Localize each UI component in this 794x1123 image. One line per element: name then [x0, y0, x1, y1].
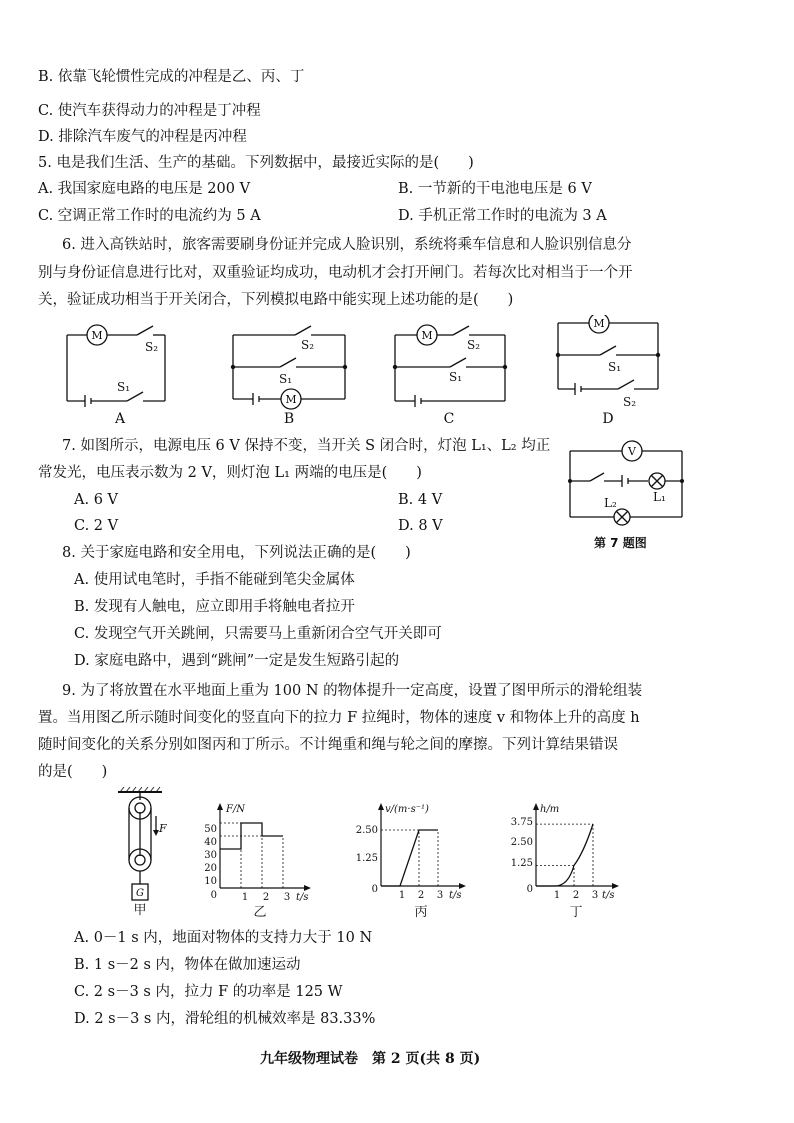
motor-c: M	[421, 329, 433, 342]
fig-bing-label: 丙	[414, 905, 428, 920]
q6-stem-line2: 别与身份证信息进行比对，双重验证均成功，电动机才会打开闸门。若每次比对相当于一个开	[38, 265, 633, 281]
ding-ytick-375: 3.75	[510, 817, 533, 828]
bing-xlabel: t/s	[449, 890, 462, 901]
q4-option-d: D. 排除汽车废气的冲程是丙冲程	[38, 129, 247, 145]
chart-ding-height-time	[500, 800, 630, 920]
q8-option-a: A. 使用试电笔时，手指不能碰到笔尖金属体	[74, 572, 355, 588]
ding-xtick-1: 1	[553, 890, 561, 901]
q9-stem-line2: 置。当用图乙所示随时间变化的竖直向下的拉力 F 拉绳时，物体的速度 v 和物体上升的高度 h	[38, 710, 640, 726]
label-c: C	[443, 411, 455, 425]
motor-a: M	[91, 329, 103, 342]
c-s2: S₂	[467, 338, 481, 352]
yi-origin: 0	[210, 890, 217, 901]
force-f-label: F	[159, 822, 167, 835]
label-b: B	[283, 411, 295, 425]
c-s1: S₁	[449, 370, 463, 384]
voltmeter-label: V	[628, 445, 636, 458]
q5-stem: 5. 电是我们生活、生产的基础。下列数据中，最接近实际的是( )	[38, 155, 474, 171]
q9-stem-line1: 9. 为了将放置在水平地面上重为 100 N 的物体提升一定高度，设置了图甲所示的滑轮组装	[62, 683, 643, 699]
q9-option-a: A. 0－1 s 内，地面对物体的支持力大于 10 N	[74, 930, 373, 946]
fig-yi-label: 乙	[253, 905, 267, 920]
d-s1: S₁	[608, 360, 622, 374]
bing-xtick-2: 2	[417, 890, 425, 901]
q6-circuit-options	[55, 315, 695, 425]
bing-ytick-125: 1.25	[355, 853, 378, 864]
fig-jia-label: 甲	[133, 903, 147, 916]
q5-option-a: A. 我国家庭电路的电压是 200 V	[38, 181, 251, 197]
q9-stem-line4: 的是( )	[38, 764, 108, 780]
yi-xlabel: t/s	[296, 892, 309, 903]
q7-option-b: B. 4 V	[398, 492, 443, 508]
label-d: D	[602, 411, 614, 425]
yi-ytick-10: 10	[204, 876, 217, 887]
q7-stem-line2: 常发光，电压表示数为 2 V，则灯泡 L₁ 两端的电压是( )	[38, 465, 422, 481]
chart-yi-force-time	[200, 800, 330, 920]
q9-option-c: C. 2 s－3 s 内，拉力 F 的功率是 125 W	[74, 984, 343, 1000]
q4-option-c: C. 使汽车获得动力的冲程是丁冲程	[38, 103, 261, 119]
b-s2: S₂	[301, 338, 315, 352]
a-s2: S₂	[145, 340, 159, 354]
ding-ytick-125: 1.25	[510, 858, 533, 869]
motor-b: M	[285, 393, 297, 406]
q8-stem: 8. 关于家庭电路和安全用电，下列说法正确的是( )	[62, 545, 411, 561]
b-s1: S₁	[279, 372, 293, 386]
q9-option-d: D. 2 s－3 s 内，滑轮组的机械效率是 83.33%	[74, 1011, 376, 1027]
ding-ylabel: h/m	[540, 804, 560, 815]
ding-ytick-250: 2.50	[510, 837, 533, 848]
ding-xtick-2: 2	[572, 890, 580, 901]
label-a: A	[114, 411, 126, 425]
q7-option-d: D. 8 V	[398, 518, 443, 534]
q7-stem-line1: 7. 如图所示，电源电压 6 V 保持不变，当开关 S 闭合时，灯泡 L₁、L₂ 均正	[62, 438, 551, 454]
bing-origin: 0	[371, 884, 378, 895]
q6-stem-line3: 关，验证成功相当于开关闭合，下列模拟电路中能实现上述功能的是( )	[38, 292, 514, 308]
q7-option-a: A. 6 V	[74, 492, 118, 508]
weight-g-label: G	[136, 888, 144, 899]
yi-xtick-3: 3	[283, 892, 291, 903]
ding-series-line	[536, 824, 593, 886]
ding-xtick-3: 3	[591, 890, 599, 901]
ding-origin: 0	[526, 884, 533, 895]
q8-option-b: B. 发现有人触电，应立即用手将触电者拉开	[74, 599, 355, 615]
q4-option-b: B. 依靠飞轮惯性完成的冲程是乙、丙、丁	[38, 69, 305, 85]
q8-option-c: C. 发现空气开关跳闸，只需要马上重新闭合空气开关即可	[74, 626, 442, 642]
q7-option-c: C. 2 V	[74, 518, 119, 534]
q7-l2-label: L₂	[604, 496, 617, 510]
circuit-c	[395, 325, 505, 407]
yi-xtick-2: 2	[262, 892, 270, 903]
bing-xtick-1: 1	[398, 890, 406, 901]
page-footer: 九年级物理试卷 第 2 页(共 8 页)	[260, 1051, 481, 1067]
fig-ding-label: 丁	[569, 905, 583, 920]
q9-option-b: B. 1 s－2 s 内，物体在做加速运动	[74, 957, 301, 973]
yi-xtick-1: 1	[241, 892, 249, 903]
q8-option-d: D. 家庭电路中，遇到“跳闸”一定是发生短路引起的	[74, 653, 400, 669]
q5-option-d: D. 手机正常工作时的电流为 3 A	[398, 208, 607, 224]
d-s2: S₂	[623, 395, 637, 409]
yi-ylabel: F/N	[226, 804, 246, 815]
chart-bing-velocity-time	[345, 800, 485, 920]
q7-circuit-figure	[560, 435, 690, 530]
yi-ytick-50: 50	[204, 824, 217, 835]
bing-ytick-250: 2.50	[355, 825, 378, 836]
q7-figure-caption: 第 7 题图	[594, 536, 647, 550]
pulley-system-figure	[110, 786, 170, 916]
bing-xtick-3: 3	[436, 890, 444, 901]
motor-d: M	[593, 317, 605, 330]
yi-ytick-30: 30	[204, 850, 217, 861]
q6-stem-line1: 6. 进入高铁站时，旅客需要刷身份证并完成人脸识别，系统将乘车信息和人脸识别信息分	[62, 237, 632, 253]
yi-ytick-40: 40	[204, 837, 217, 848]
q7-l1-label: L₁	[653, 490, 666, 504]
bing-series-line	[381, 830, 438, 886]
a-s1: S₁	[117, 380, 131, 394]
bing-ylabel: v/(m·s⁻¹)	[385, 804, 429, 815]
circuit-d	[558, 315, 658, 395]
q9-stem-line3: 随时间变化的关系分别如图丙和丁所示。不计绳重和绳与轮之间的摩擦。下列计算结果错误	[38, 737, 618, 753]
ding-xlabel: t/s	[602, 890, 615, 901]
yi-ytick-20: 20	[204, 863, 217, 874]
q5-option-b: B. 一节新的干电池电压是 6 V	[398, 181, 592, 197]
circuit-a	[67, 325, 165, 407]
q5-option-c: C. 空调正常工作时的电流约为 5 A	[38, 208, 261, 224]
